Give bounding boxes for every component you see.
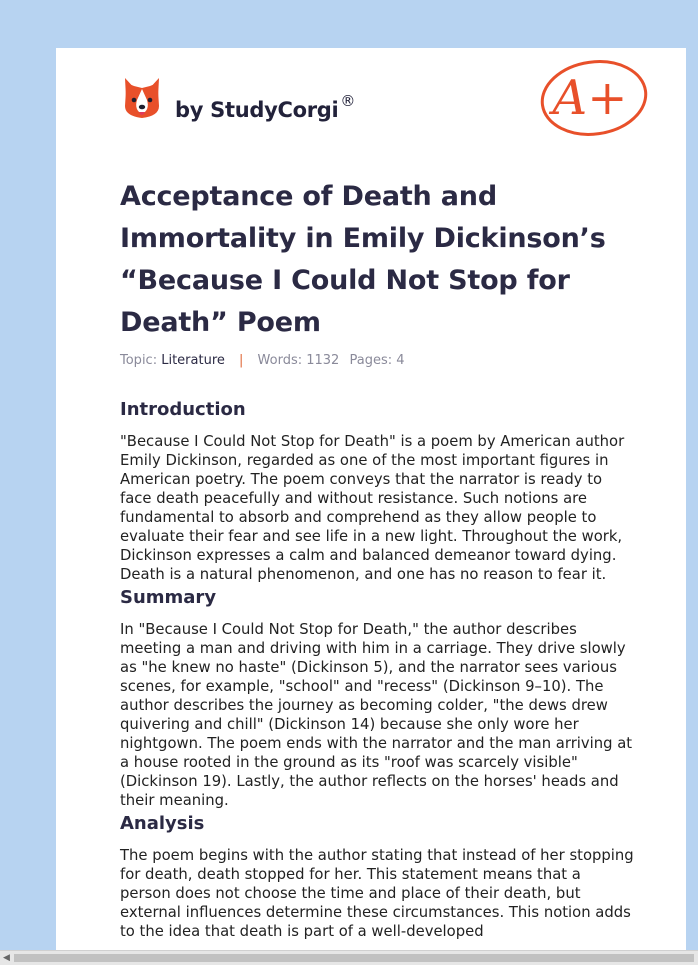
word-count: Words: 1132	[257, 353, 340, 368]
page-count: Pages: 4	[349, 353, 405, 368]
meta-separator: |	[239, 353, 244, 368]
scroll-left-icon[interactable]: ◀	[3, 953, 10, 963]
grade-text: A+	[552, 70, 628, 126]
section-text-analysis: The poem begins with the author stating that instead of her stopping for death, death stopped for her. This statement means that a person does not choose the time and place of their death, but external influences determine these circumstances. This notion adds to the idea that death is part of a well-developed	[120, 847, 634, 940]
horizontal-scrollbar[interactable]	[0, 950, 698, 965]
section-text-summary: In "Because I Could Not Stop for Death," the author describes meeting a man and driving with him in a carriage. They drive slowly as "he knew no haste" (Dickinson 5), and the narrator sees various scenes, for example, "school" and "recess" (Dickinson 9–10). The author describes the journey as becoming colder, "the dews drew quivering and chill" (Dickinson 14) because she only wore her nightgown. The poem ends with the narrator and the man arriving at a house rooted in the ground as its "roof was scarcely visible" (Dickinson 19). Lastly, the author reflects on the horses' heads and their meaning.	[120, 621, 633, 809]
topic-label: Topic:	[120, 353, 158, 368]
brand-name: by StudyCorgi ®	[175, 92, 356, 122]
scrollbar-thumb[interactable]	[14, 954, 694, 962]
section-text-introduction: "Because I Could Not Stop for Death" is a poem by American author Emily Dickinson, regarded as one of the most important figures in American poetry. The poem conveys that the narrator is ready to face death peacefully and without resistance. Such notions are fundamental to absorb and comprehend as they allow people to evaluate their fear and see life in a new light. Throughout the work, Dickinson expresses a calm and balanced demeanor toward dying. Death is a natural phenomenon, and one has no reason to fear it.	[120, 433, 625, 583]
document-page	[56, 48, 686, 951]
section-heading-summary: Summary	[120, 587, 217, 608]
grade-badge	[538, 58, 650, 140]
section-heading-introduction: Introduction	[120, 399, 246, 420]
section-heading-analysis: Analysis	[120, 813, 205, 834]
corgi-icon	[122, 76, 162, 120]
essay-body	[120, 396, 634, 941]
document-meta	[120, 353, 405, 368]
page-title: Acceptance of Death and Immortality in Emily Dickinson’s “Because I Could Not Stop for Death” Poem	[120, 181, 606, 338]
topic-link[interactable]: Literature	[161, 353, 225, 368]
